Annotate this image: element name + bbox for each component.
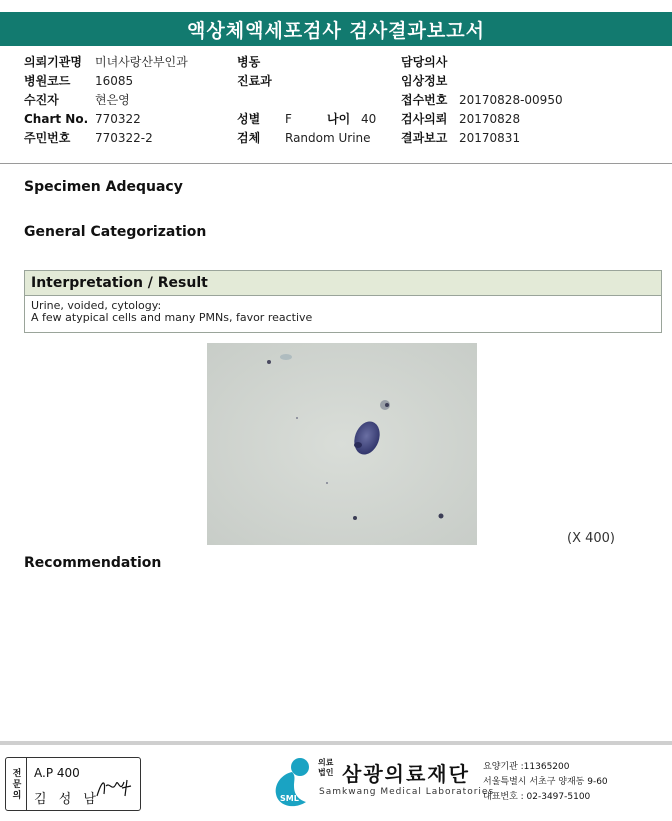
info-label: 검체 — [237, 131, 261, 145]
interpretation-heading: Interpretation / Result — [25, 271, 661, 296]
lab-info-line: 대표번호 : 02-3497-5100 — [483, 792, 591, 802]
signature-ap: A.P 400 — [34, 766, 80, 780]
info-row — [237, 53, 376, 72]
info-row — [24, 91, 188, 110]
signature-tag: 전문의 — [6, 758, 27, 810]
info-value: 16085 — [95, 74, 134, 88]
handwritten-signature — [94, 774, 134, 804]
info-label: 성별 — [237, 112, 261, 126]
specimen-adequacy-heading: Specimen Adequacy — [24, 179, 183, 195]
microscopy-svg — [207, 343, 477, 545]
info-label: 임상정보 — [401, 74, 448, 88]
info-value: 20170828-00950 — [459, 93, 563, 107]
lab-english-name: Samkwang Medical Laboratories — [319, 787, 495, 797]
info-value: 현은영 — [95, 93, 130, 107]
info-label: Chart No. — [24, 112, 89, 126]
info-value: F — [285, 112, 292, 126]
info-row — [237, 110, 376, 129]
lab-legal-type — [318, 758, 333, 778]
info-col-2 — [237, 53, 376, 148]
lab-info-line: 요양기관 :11365200 — [483, 762, 570, 772]
info-label: 수진자 — [24, 93, 59, 107]
interpretation-line: Urine, voided, cytology: — [31, 299, 162, 312]
info-value: 20170828 — [459, 112, 521, 126]
info-value: 770322-2 — [95, 131, 153, 145]
info-row — [401, 110, 563, 129]
lab-info-line: 서울특별시 서초구 양재동 9-60 — [483, 777, 608, 787]
magnification-label: (X 400) — [567, 531, 615, 546]
info-label: 의뢰기관명 — [24, 55, 82, 69]
info-row — [401, 91, 563, 110]
info-row — [24, 72, 188, 91]
info-row — [237, 129, 376, 148]
interpretation-line: A few atypical cells and many PMNs, favor reactive — [31, 311, 313, 324]
info-col-1 — [24, 53, 188, 148]
info-row — [401, 72, 563, 91]
info-row — [24, 129, 188, 148]
microscopy-image — [207, 343, 477, 545]
sml-logo-text: SML — [280, 794, 299, 803]
lab-legal-line: 법인 — [318, 768, 334, 777]
lab-contact-info — [483, 760, 608, 805]
signature-name: 김 성 남 — [34, 792, 100, 807]
age-label: 나이 — [327, 112, 351, 126]
info-label: 접수번호 — [401, 93, 448, 107]
info-value: 770322 — [95, 112, 141, 126]
info-label: 검사의뢰 — [401, 112, 448, 126]
footer-divider — [0, 741, 672, 745]
lab-logo-block — [272, 754, 672, 814]
sml-logo-icon — [272, 756, 318, 812]
info-value: 미녀사랑산부인과 — [95, 55, 188, 69]
general-categorization-heading: General Categorization — [24, 224, 207, 240]
info-label: 병원코드 — [24, 74, 71, 88]
interpretation-body — [25, 296, 661, 324]
header-divider — [0, 163, 672, 164]
info-label: 주민번호 — [24, 131, 71, 145]
report-title: 액상체액세포검사 검사결과보고서 — [0, 12, 672, 46]
signature-box — [5, 757, 141, 811]
info-value: 20170831 — [459, 131, 521, 145]
info-label: 진료과 — [237, 74, 272, 88]
info-row — [24, 110, 188, 129]
info-value: Random Urine — [285, 131, 371, 145]
info-label: 병동 — [237, 55, 261, 69]
info-row — [24, 53, 188, 72]
info-row — [401, 53, 563, 72]
info-row — [237, 91, 376, 110]
info-col-3 — [401, 53, 563, 148]
info-row — [237, 72, 376, 91]
info-label: 결과보고 — [401, 131, 448, 145]
info-label: 담당의사 — [401, 55, 448, 69]
age-value: 40 — [361, 112, 377, 126]
lab-legal-line: 의료 — [318, 758, 334, 767]
info-row — [401, 129, 563, 148]
recommendation-heading: Recommendation — [24, 555, 162, 571]
lab-name: 삼광의료재단 — [342, 762, 470, 786]
interpretation-box — [24, 270, 662, 333]
